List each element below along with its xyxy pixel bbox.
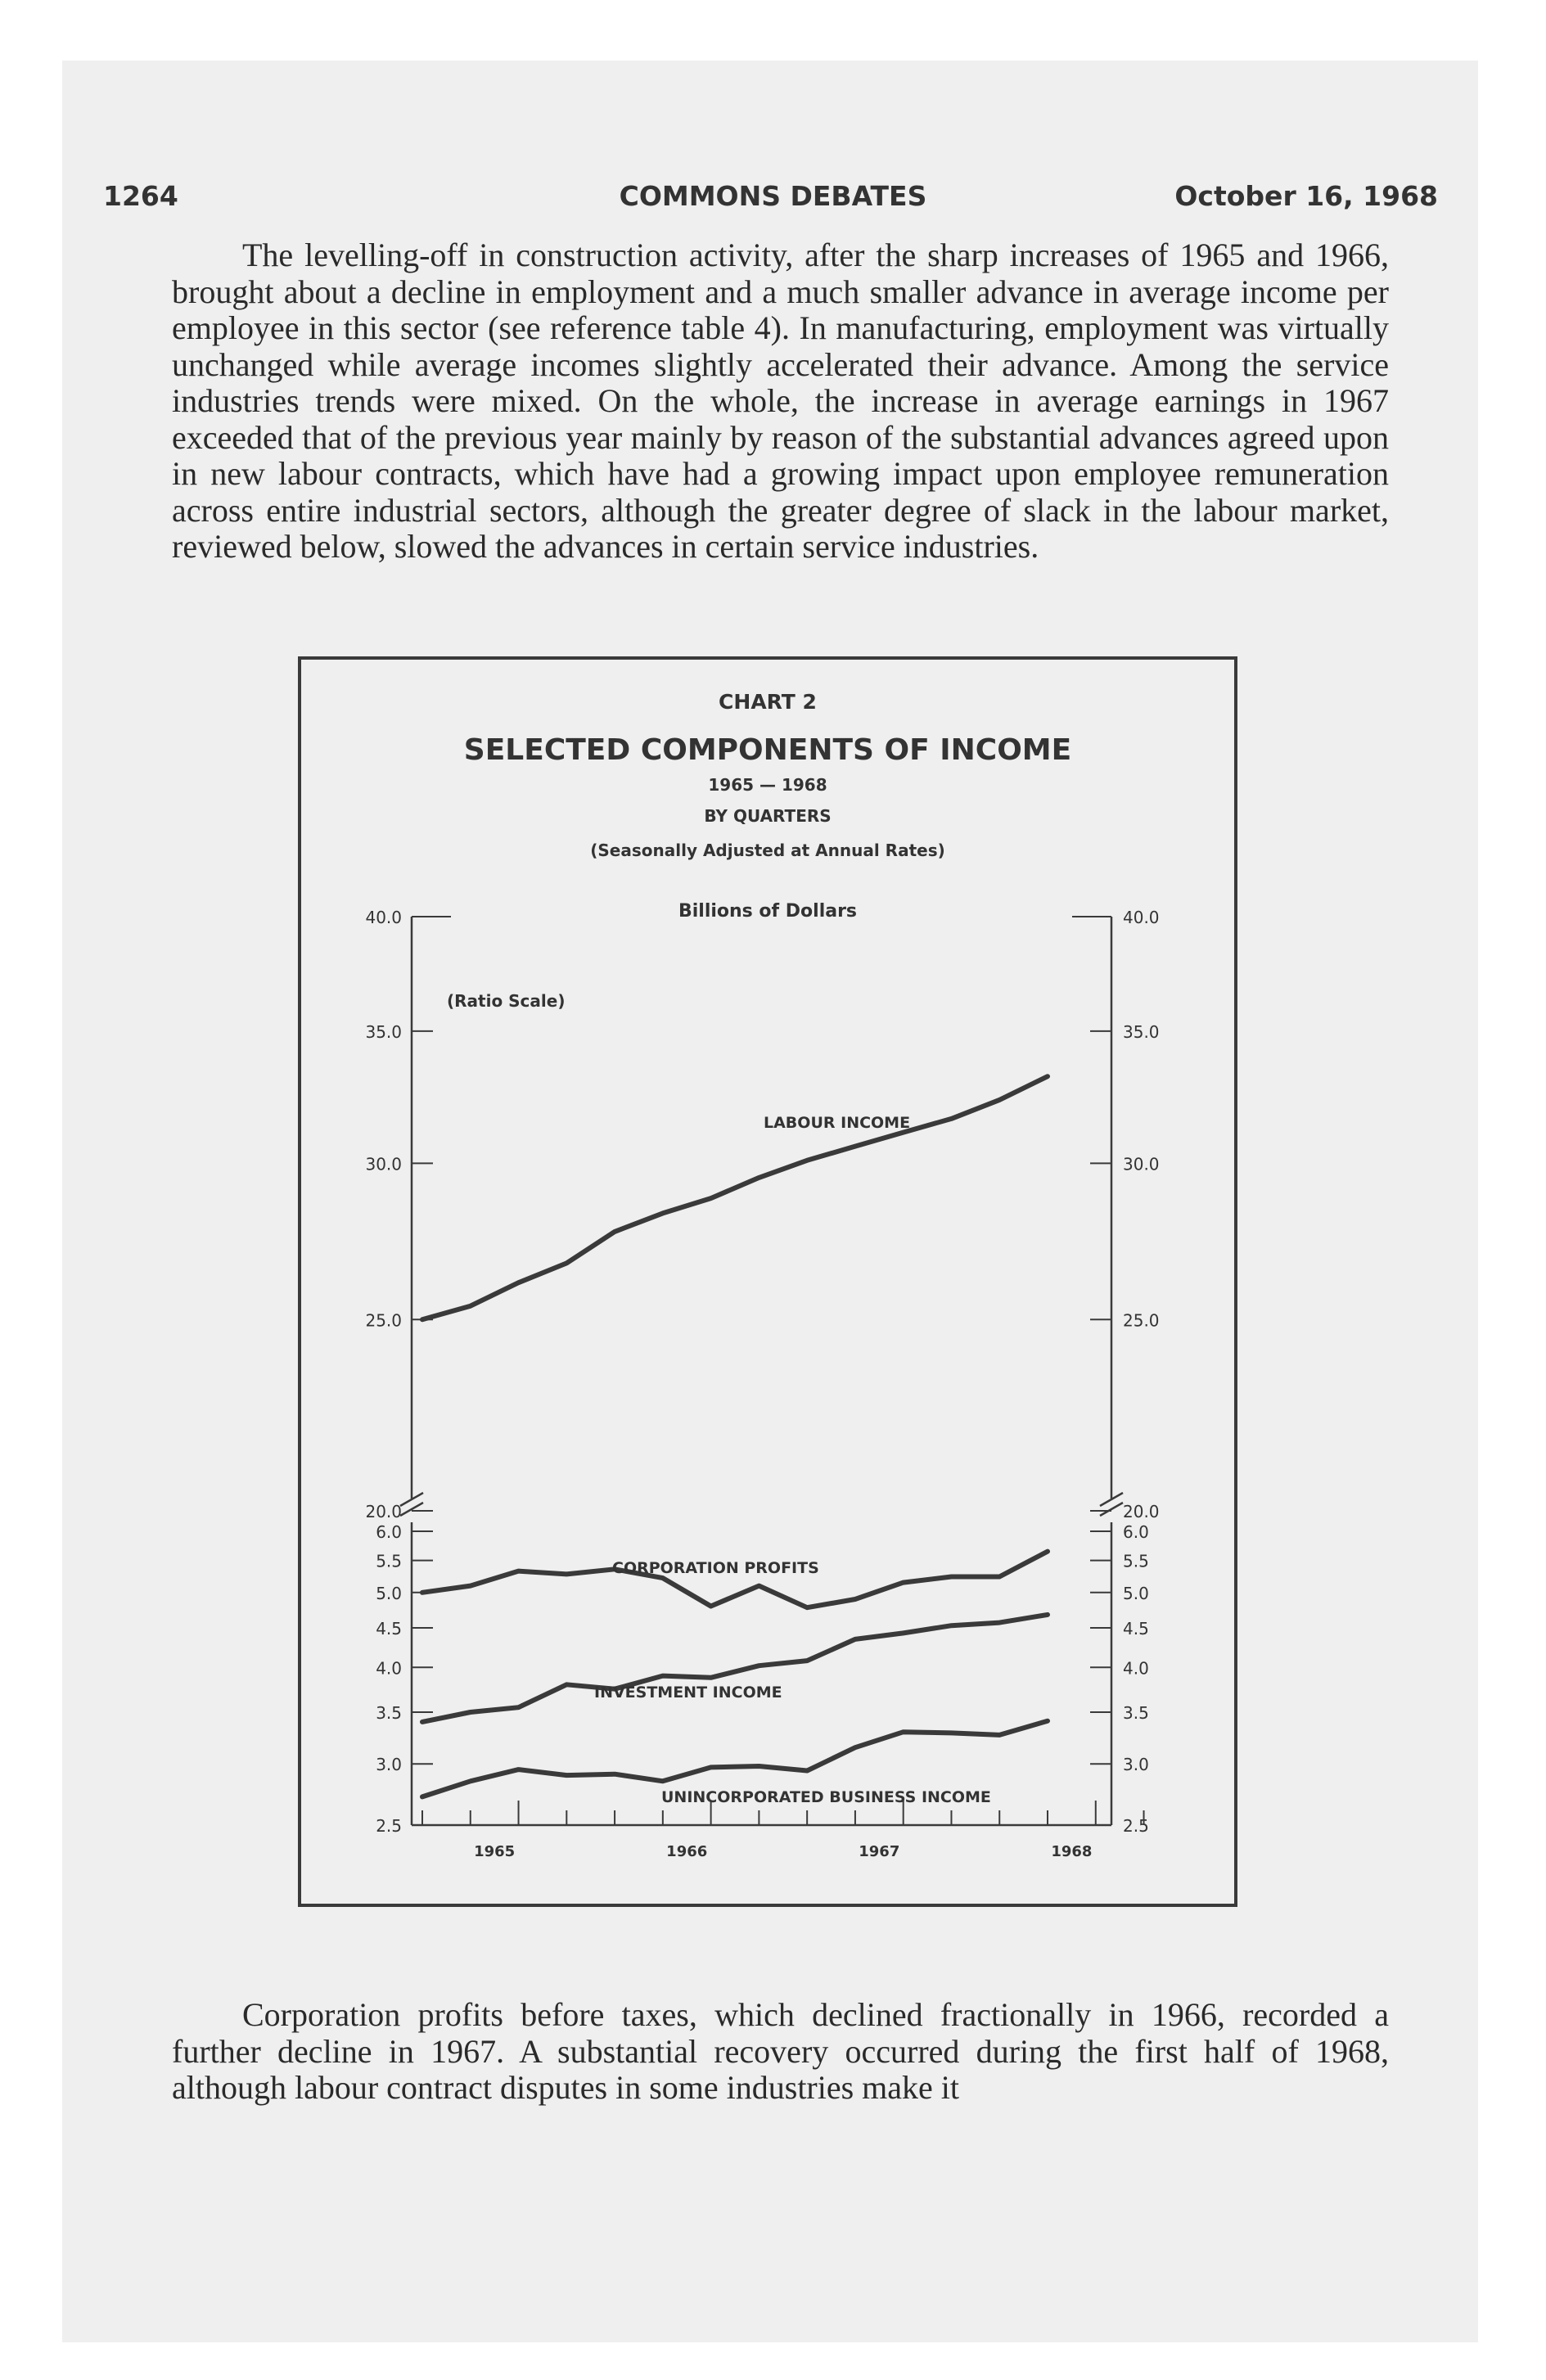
x-year-label: 1965 <box>474 1843 516 1860</box>
corporation-profits-label: CORPORATION PROFITS <box>612 1559 819 1577</box>
chart-years: 1965 — 1968 <box>708 775 827 795</box>
left-axis-break <box>400 1483 423 1523</box>
y-tick-label-left: 3.5 <box>376 1703 402 1724</box>
y-tick-label-right: 4.0 <box>1123 1658 1149 1679</box>
y-tick-label-right: 6.0 <box>1123 1522 1149 1542</box>
unincorporated-business-income-line <box>422 1721 1048 1797</box>
y-tick-label-left: 3.0 <box>376 1755 402 1775</box>
body-paragraph-2: Corporation profits before taxes, which declined fractionally in 1966, recorded a further decline in 1967. A substantial recovery occurred during the first half of 1968, although labour contract disputes in some industries make it <box>172 1996 1389 2106</box>
right-axis-break <box>1100 1483 1123 1523</box>
y-tick-label-left: 6.0 <box>376 1522 402 1542</box>
y-tick-label-right: 25.0 <box>1123 1310 1160 1331</box>
x-year-label: 1968 <box>1051 1843 1093 1860</box>
y-tick-label-right: 5.5 <box>1123 1551 1149 1571</box>
income-chart <box>301 660 1234 1904</box>
y-tick-label-left: 35.0 <box>365 1021 402 1042</box>
y-tick-label-left: 25.0 <box>365 1310 402 1331</box>
y-tick-label-left: 4.5 <box>376 1618 402 1639</box>
ratio-scale-note: (Ratio Scale) <box>447 991 566 1011</box>
body-paragraph-1: The levelling-off in construction activity, after the sharp increases of 1965 and 1966, brought about a decline in employment and a much smaller advance in average income per employee in this sector (see reference table 4). In manufacturing, employment was virtually unchanged while average incomes slightly accelerated their advance. Among the service industries trends were mixed. On the whole, the increase in average earnings in 1967 exceeded that of the previous year mainly by reason of the substantial advances agreed upon in new labour contracts, which have had a growing impact upon employee remuneration across entire industrial sectors, although the greater degree of slack in the labour market, reviewed below, slowed the advances in certain service industries. <box>172 237 1389 565</box>
page-number: 1264 <box>103 180 178 212</box>
issue-date: October 16, 1968 <box>1174 180 1438 212</box>
chart-unit: Billions of Dollars <box>678 901 858 922</box>
y-tick-label-left: 5.5 <box>376 1551 402 1571</box>
y-tick-label-right: 5.0 <box>1123 1583 1149 1603</box>
y-tick-label-right: 3.0 <box>1123 1755 1149 1775</box>
chart-plot <box>422 1076 1048 1806</box>
y-tick-label-right: 30.0 <box>1123 1154 1160 1174</box>
y-tick-label-left: 40.0 <box>365 908 402 927</box>
chart-adjustment-note: (Seasonally Adjusted at Annual Rates) <box>590 841 945 860</box>
y-tick-label-right: 2.5 <box>1123 1816 1149 1836</box>
unincorporated-business-income-label: UNINCORPORATED BUSINESS INCOME <box>661 1788 991 1806</box>
investment-income-label: INVESTMENT INCOME <box>594 1684 782 1702</box>
chart-axes <box>365 908 1159 1860</box>
y-tick-label-left: 2.5 <box>376 1816 402 1836</box>
y-tick-label-right: 4.5 <box>1123 1618 1149 1639</box>
labour-income-line <box>422 1076 1048 1319</box>
chart-number-label: CHART 2 <box>719 690 817 714</box>
y-tick-label-right: 40.0 <box>1123 908 1160 927</box>
journal-title: COMMONS DEBATES <box>619 180 927 212</box>
y-tick-label-left: 4.0 <box>376 1658 402 1679</box>
chart-frame <box>298 656 1237 1907</box>
y-tick-label-right: 20.0 <box>1123 1502 1160 1521</box>
labour-income-label: LABOUR INCOME <box>764 1114 911 1132</box>
investment-income-line <box>422 1615 1048 1722</box>
y-tick-label-right: 3.5 <box>1123 1703 1149 1724</box>
x-year-label: 1966 <box>666 1843 708 1860</box>
y-tick-label-left: 5.0 <box>376 1583 402 1603</box>
y-tick-label-right: 35.0 <box>1123 1021 1160 1042</box>
chart-frequency: BY QUARTERS <box>704 806 832 826</box>
chart-title: SELECTED COMPONENTS OF INCOME <box>463 733 1072 767</box>
y-tick-label-left: 30.0 <box>365 1154 402 1174</box>
y-tick-label-left: 20.0 <box>365 1502 402 1521</box>
x-year-label: 1967 <box>859 1843 900 1860</box>
